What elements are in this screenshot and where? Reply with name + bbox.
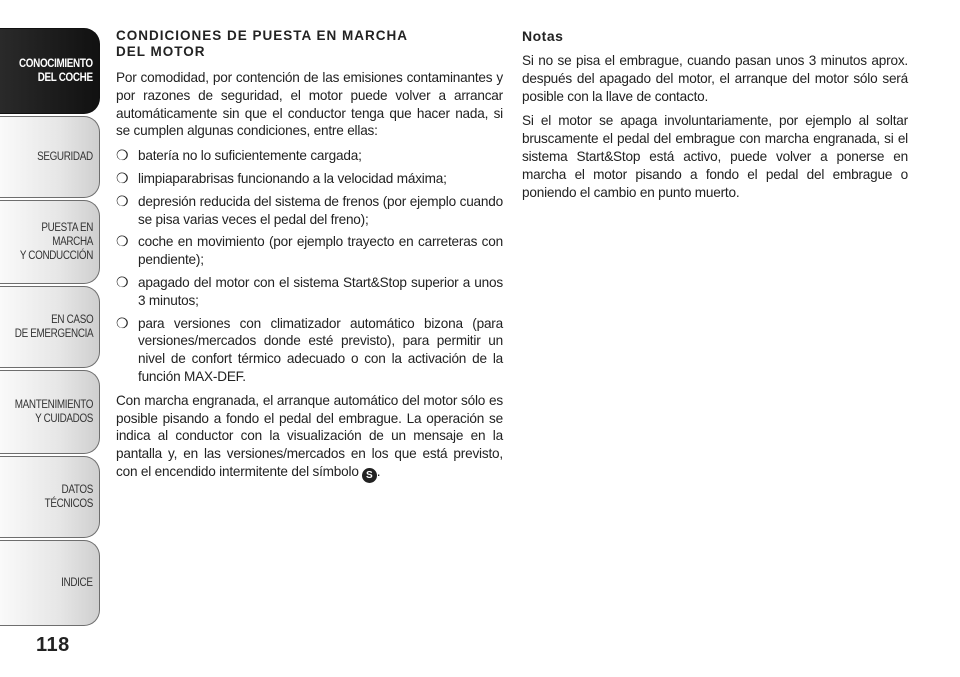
list-item-text: batería no lo suficientemente cargada; [138, 148, 362, 164]
right-column [522, 28, 908, 208]
heading-line: CONDICIONES DE PUESTA EN MARCHA [116, 28, 409, 43]
tab-mantenimiento[interactable] [0, 370, 100, 454]
start-stop-icon: S [362, 468, 377, 483]
heading-line: DEL MOTOR [116, 44, 206, 59]
list-item [116, 315, 503, 386]
tab-label: SEGURIDAD [37, 151, 93, 163]
bullet-icon: ❍ [116, 273, 129, 290]
page-number: 118 [36, 634, 70, 656]
closing-text: Con marcha engranada, el arranque automático del motor sólo es posible pisando a fondo el pedal del embrague. La operación se indica al conductor con la visualización de un mensaje en la pantalla y, en las versiones/mercados en los que está previsto, con el encendido intermitente del símbolo [116, 392, 503, 479]
list-item [116, 193, 503, 229]
list-item [116, 274, 503, 310]
list-item [116, 233, 503, 269]
tab-puesta-en-marcha[interactable] [0, 200, 100, 284]
notes-paragraph: Si el motor se apaga involuntariamente, por ejemplo al soltar bruscamente el pedal del embrague con marcha engranada, si el sistema Start&Stop está activo, puede volver a ponerse en marcha el motor pisando a fondo el pedal del embrague o poniendo el cambio en punto muerto. [522, 113, 908, 200]
bullet-icon: ❍ [116, 233, 129, 250]
tab-label: EN CASO DE EMERGENCIA [14, 314, 93, 340]
tab-seguridad[interactable] [0, 116, 100, 198]
tab-datos-tecnicos[interactable] [0, 456, 100, 538]
bullet-icon: ❍ [116, 192, 129, 209]
list-item [116, 147, 503, 165]
list-item-text: para versiones con climatizador automático bizona (para versiones/mercados donde esté previsto), para permitir un nivel de confort térmico adecuado o con la activación de la función MAX-DEF. [138, 315, 503, 384]
tab-label: DATOS TÉCNICOS [44, 484, 93, 510]
list-item-text: apagado del motor con el sistema Start&Stop superior a unos 3 minutos; [138, 274, 503, 308]
tab-conocimiento-del-coche[interactable] [0, 28, 100, 114]
conditions-list [116, 147, 503, 386]
closing-paragraph [116, 392, 503, 483]
notes-heading: Notas [522, 28, 564, 44]
bullet-icon: ❍ [116, 314, 129, 331]
tab-label: CONOCIMIENTO DEL COCHE [19, 58, 93, 84]
bullet-icon: ❍ [116, 169, 129, 186]
list-item-text: coche en movimiento (por ejemplo trayecto en carreteras con pendiente); [138, 234, 503, 268]
notes-paragraph: Si no se pisa el embrague, cuando pasan unos 3 minutos aprox. después del apagado del motor, el arranque del motor sólo será posible con la llave de contacto. [522, 53, 908, 104]
bullet-icon: ❍ [116, 147, 129, 164]
tab-label: INDICE [61, 577, 93, 589]
left-column [116, 28, 503, 490]
tab-label: MANTENIMIENTO Y CUIDADOS [14, 399, 93, 425]
closing-period: . [376, 463, 381, 479]
intro-paragraph: Por comodidad, por contención de las emisiones contaminantes y por razones de seguridad, el motor puede volver a arrancar automáticamente sin que el conductor tenga que hacer nada, si se cumplen algunas condiciones, entre ellas: [116, 70, 503, 139]
list-item-text: depresión reducida del sistema de frenos (por ejemplo cuando se pisa varias veces el pedal del freno); [138, 193, 503, 227]
section-heading [116, 28, 503, 60]
tab-label: PUESTA EN MARCHA Y CONDUCCIÓN [19, 222, 94, 262]
list-item-text: limpiaparabrisas funcionando a la velocidad máxima; [138, 170, 447, 186]
tab-indice[interactable] [0, 540, 100, 626]
list-item [116, 170, 503, 188]
tab-en-caso-de-emergencia[interactable] [0, 286, 100, 368]
